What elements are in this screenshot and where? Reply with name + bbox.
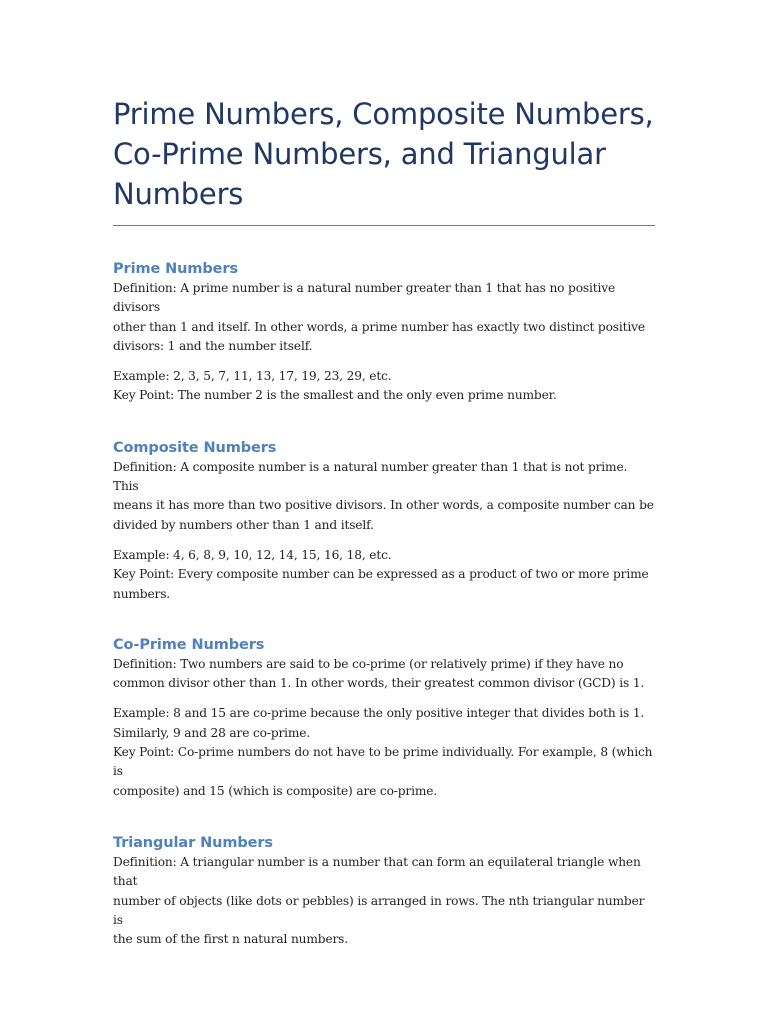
definition-paragraph [113, 458, 655, 535]
example-paragraph [113, 367, 655, 406]
section-composite-numbers [113, 438, 655, 604]
definition-paragraph [113, 655, 655, 694]
section-heading: Triangular Numbers [113, 834, 273, 851]
text-line: number of objects (like dots or pebbles) is arranged in rows. The nth triangular number is [113, 893, 645, 927]
title-line: Co-Prime Numbers, and Triangular [113, 137, 606, 171]
text-line: Key Point: Co-prime numbers do not have to be prime individually. For example, 8 (which is [113, 745, 653, 779]
text-line: Definition: A composite number is a natural number greater than 1 that is not prime. This [113, 459, 628, 494]
text-line: Example: 2, 3, 5, 7, 11, 13, 17, 19, 23, 29, etc. [113, 369, 392, 384]
title-divider [113, 225, 655, 226]
text-line: other than 1 and itself. In other words, a prime number has exactly two distinct positive [113, 319, 645, 334]
text-line: Definition: Two numbers are said to be co-prime (or relatively prime) if they have no [113, 656, 624, 671]
text-line: Key Point: The number 2 is the smallest and the only even prime number. [113, 388, 557, 403]
text-line: Example: 8 and 15 are co-prime because the only positive integer that divides both is 1. [113, 706, 645, 721]
definition-paragraph [113, 279, 655, 356]
text-line: divided by numbers other than 1 and itself. [113, 517, 374, 532]
text-line: divisors: 1 and the number itself. [113, 338, 313, 353]
text-line: composite) and 15 (which is composite) are co-prime. [113, 783, 438, 798]
text-line: common divisor other than 1. In other words, their greatest common divisor (GCD) is 1. [113, 676, 645, 691]
text-line: Similarly, 9 and 28 are co-prime. [113, 725, 311, 740]
example-paragraph [113, 704, 655, 800]
section-prime-numbers [113, 259, 655, 406]
title-line: Prime Numbers, Composite Numbers, [113, 97, 654, 131]
text-line: numbers. [113, 586, 171, 601]
section-heading: Composite Numbers [113, 439, 277, 456]
title-line: Numbers [113, 177, 244, 211]
text-line: Key Point: Every composite number can be expressed as a product of two or more prime [113, 567, 649, 582]
text-line: Definition: A triangular number is a number that can form an equilateral triangle when that [113, 854, 641, 889]
example-paragraph [113, 546, 655, 604]
document-page [113, 94, 655, 949]
text-line: Definition: A prime number is a natural number greater than 1 that has no positive divisors [113, 281, 616, 315]
text-line: Example: 4, 6, 8, 9, 10, 12, 14, 15, 16, 18, etc. [113, 547, 392, 562]
section-heading: Prime Numbers [113, 261, 239, 277]
text-line: the sum of the first n natural numbers. [113, 932, 349, 947]
section-triangular-numbers [113, 833, 655, 949]
definition-paragraph [113, 853, 655, 949]
document-title [113, 94, 655, 214]
section-co-prime-numbers [113, 635, 655, 801]
section-heading: Co-Prime Numbers [113, 636, 265, 653]
text-line: means it has more than two positive divisors. In other words, a composite number can be [113, 498, 654, 513]
